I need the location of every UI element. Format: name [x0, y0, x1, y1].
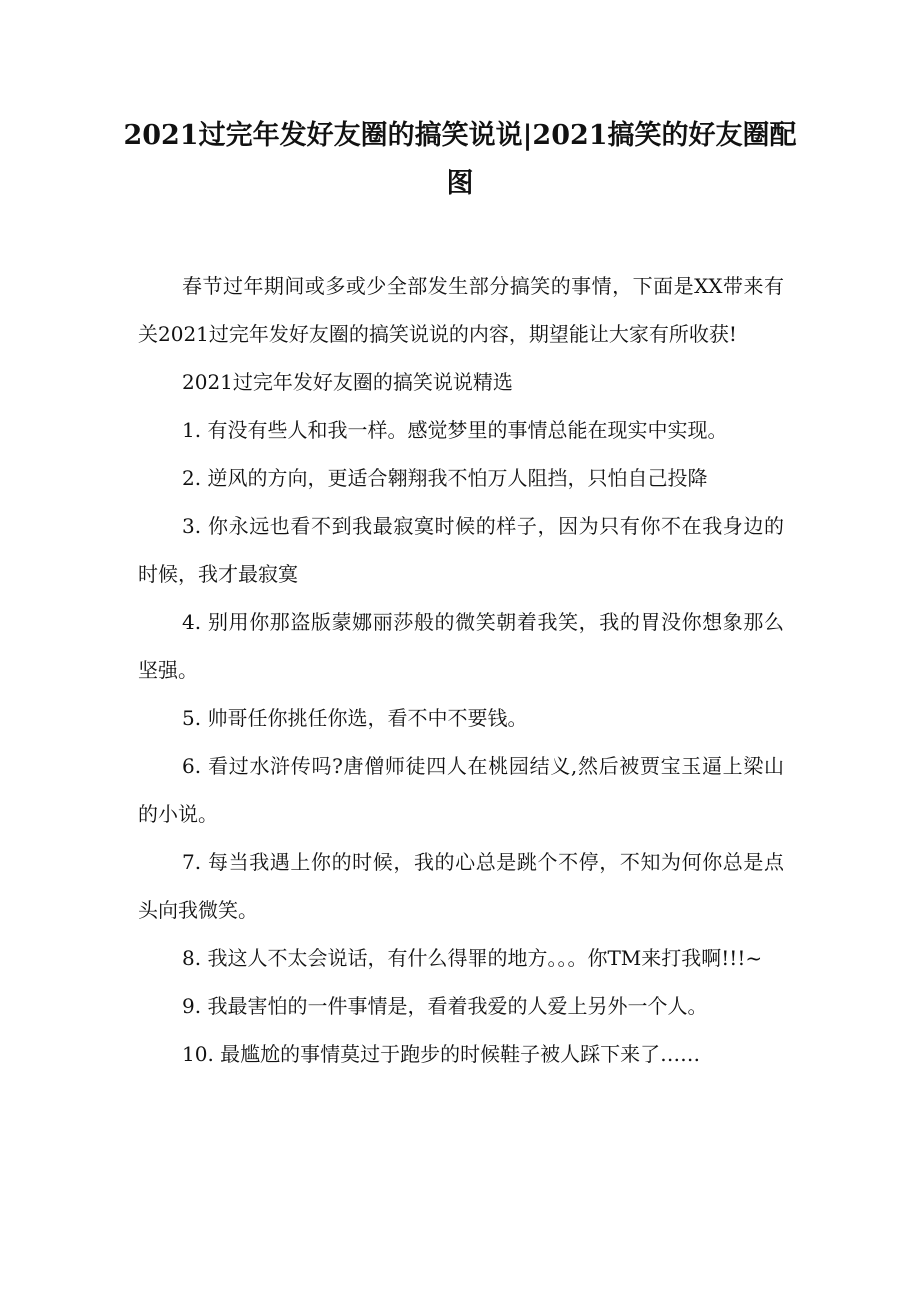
list-item: 1. 有没有些人和我一样。感觉梦里的事情总能在现实中实现。 [182, 418, 728, 442]
list-item: 6. 看过水浒传吗?唐僧师徒四人在桃园结义,然后被贾宝玉逼上梁山的小说。 [138, 754, 784, 826]
intro-paragraph: 春节过年期间或多或少全部发生部分搞笑的事情，下面是XX带来有关2021过完年发好友圈的搞笑说说的内容，期望能让大家有所收获! [138, 274, 784, 346]
list-item: 10. 最尴尬的事情莫过于跑步的时候鞋子被人踩下来了…… [182, 1042, 701, 1066]
list-item: 5. 帅哥任你挑任你选，看不中不要钱。 [182, 706, 528, 730]
list-item: 4. 别用你那盗版蒙娜丽莎般的微笑朝着我笑，我的胃没你想象那么坚强。 [138, 610, 784, 682]
section-heading: 2021过完年发好友圈的搞笑说说精选 [182, 370, 513, 394]
list-item: 2. 逆风的方向，更适合翱翔我不怕万人阻挡，只怕自己投降 [182, 466, 708, 490]
document-body [138, 262, 784, 1078]
list-item: 8. 我这人不太会说话，有什么得罪的地方。。。你TM来打我啊!!!~ [182, 946, 763, 970]
list-item: 7. 每当我遇上你的时候，我的心总是跳个不停，不知为何你总是点头向我微笑。 [138, 850, 784, 922]
page-title: 2021过完年发好友圈的搞笑说说|2021搞笑的好友圈配图 [123, 120, 797, 199]
list-item: 9. 我最害怕的一件事情是，看着我爱的人爱上另外一个人。 [182, 994, 708, 1018]
list-item: 3. 你永远也看不到我最寂寞时候的样子，因为只有你不在我身边的时候，我才最寂寞 [138, 514, 784, 586]
